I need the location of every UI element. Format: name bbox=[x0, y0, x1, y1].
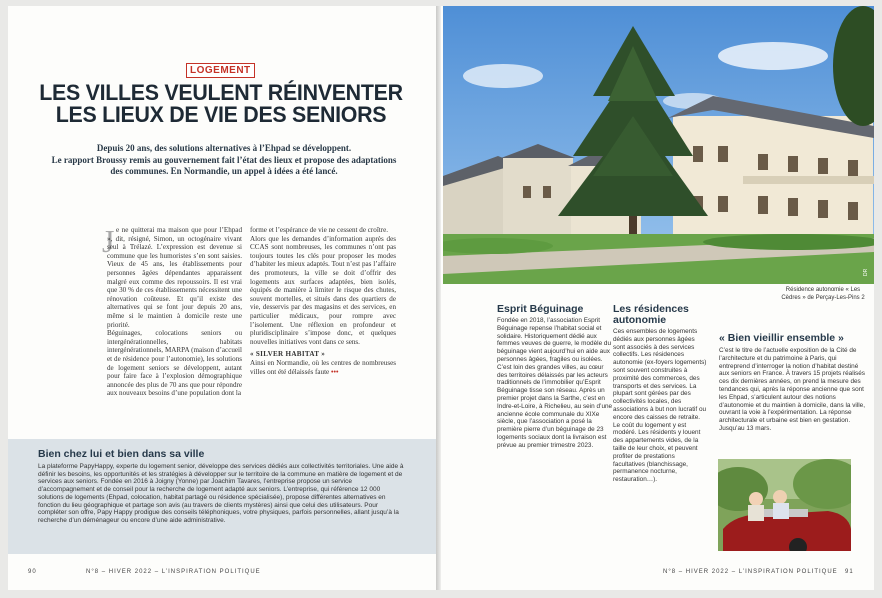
standfirst-line-3: des communes. En Normandie, un appel à idées a été lancé. bbox=[110, 166, 338, 176]
column-title: Esprit Béguinage bbox=[497, 303, 584, 315]
column-residences-autonomie bbox=[613, 304, 708, 484]
sidebar-box-title: Bien chez lui et bien dans sa ville bbox=[38, 448, 205, 460]
photo-caption: Résidence autonomie « Les Cèdres » de Perçay-Les-Pins 2 bbox=[781, 287, 865, 301]
sidebar-box-text: La plateforme PapyHappy, experte du logement senior, développe des services dédiés aux collectivités territoriales. Une aide à définir les besoins, les opportunités et les stratégies à développer sur le territoire de la commune en matière de logement et de services aux seniors. Fondée en 2016 à Joigny (Yonne) par Joachim Tavares, l’entreprise propose un service d’accompagnement et de conseil pour la recherche de logement adapté aux seniors. L’entreprise, qui référence 12 000 solutions de logements (Ehpad, colocation, habitat partagé ou résidence spécialisée), propose différentes alternatives en fonction du lieu géographique et partage son avis (au travers de clients mystères) ainsi que celui des utilisateurs. Pour compléter son offre, Papy Happy prodigue des conseils téléphoniques, votre physiques, parfois personnelles, allant jusqu’à la recherche d’un déménageur ou encore d’une aide administrative. bbox=[38, 463, 404, 524]
sidebar-box bbox=[8, 439, 436, 554]
standfirst-line-2: Le rapport Broussy remis au gouvernement fait l’état des lieux et propose des adaptations bbox=[51, 154, 397, 165]
column-text: C’est le titre de l’actuelle exposition de la Cité de l’architecture et du patrimoine à Paris, qui entreprend d’interroger la notion d’habitat destiné aux seniors en France. À travers 15 projets réalisés ces dix dernières années, on prend la mesure des tendances qui, après la réponse ancienne que sont les Ehpad, s’articulent autour des notions d’autonomie et du maintien à domicile, dans la ville, ouvrant la voie à l’expérimentation. La réponse architecturale et urbaine est bien en gestation. Jusqu’au 13 mars. bbox=[719, 347, 866, 432]
body-paragraph: forme et l’espérance de vie ne cessent de croître. bbox=[250, 226, 389, 234]
right-page bbox=[441, 6, 874, 590]
body-paragraph bbox=[250, 359, 396, 376]
article-headline bbox=[32, 82, 410, 126]
page-number: 91 bbox=[845, 569, 854, 575]
body-column-2 bbox=[250, 226, 396, 376]
issue-footer: N°8 – HIVER 2022 – L’INSPIRATION POLITIQUE bbox=[663, 569, 838, 575]
body-column-1 bbox=[107, 226, 242, 398]
page-number: 90 bbox=[28, 569, 37, 575]
subheading: « SILVER HABITAT » bbox=[250, 350, 326, 359]
headline-line-1: LES VILLES VEULENT RÉINVENTER bbox=[39, 80, 403, 105]
column-title: « Bien vieillir ensemble » bbox=[719, 332, 844, 344]
column-text: Ces ensembles de logements dédiés aux personnes âgées sont associés à des services collectifs. Les résidences autonomie (ex-foyers logements) sont souvent construites à proximité des commerces, des transports et des services. La plupart sont gérées par des collectivités locales, des associations à but non lucratif ou encore des caisses de retraite. Le coût du logement y est modéré. Les résidents y louent des appartements vides, de la taille de leur choix, et peuvent profiter de prestations facultatives (blanchissage, permanence nocturne, restauration…). bbox=[613, 328, 707, 484]
body-paragraph-end: Ainsi en Normandie, où les centres de nombreuses villes ont été délaissés faute bbox=[250, 358, 396, 376]
body-paragraph: Béguinages, colocations seniors ou intergénérationnelles, habitats intergénérationnels, MARPA (maison d’accueil et de résidence pour l’autonomie), les solutions de logement seniors se développent, autant pour faire face à l’explosion démographique annoncée des plus de 70 ans que pour répondre aux nouveaux besoins d’une population dont la bbox=[107, 329, 242, 398]
column-title: Les résidences autonomie bbox=[613, 303, 689, 326]
seniors-car-photo bbox=[718, 459, 851, 551]
body-paragraph: Alors que les demandes d’information auprès des CCAS sont nombreuses, les communes n’ont pas toujours toutes les clés pour proposer les modes d’habiter les mieux adaptés. Tout n’est pas l’affaire des promoteurs, la ville se doit d’offrir des logements aux surfaces adaptées, bien isolés, équipés de manière à limiter le risque des chutes, souvent mortelles, et situés dans des quartiers de vie, desservis par des magasins et des services, en particulier médicaux, pour rompre avec l’isolement. Une réflexion en profondeur et pluridisciplinaire s’impose donc, et quelques nouvelles initiatives vont dans ce sens. bbox=[250, 234, 396, 346]
headline-line-2: LES LIEUX DE VIE DES SENIORS bbox=[55, 102, 387, 127]
column-text: Fondée en 2018, l’association Esprit Béguinage repense l’habitat social et solidaire. Historiquement dédié aux femmes veuves de guerre, le modèle du béguinage vient aujourd’hui en aide aux personnes âgées, fragiles ou isolées. C’est loin des grandes villes, au cœur des territoires délaissés par les acteurs traditionnels de l’immobilier qu’Esprit Béguinage tisse son réseau. Après un premier projet dans la Sarthe, c’est en Indre-et-Loire, à Richelieu, au sein d’une ancienne école communale du XIXe siècle, que l’association a posé la première pierre d’un béguinage de 23 logements sociaux dont la livraison est prévue au premier trimestre 2023. bbox=[497, 317, 613, 449]
left-page bbox=[8, 6, 436, 590]
svg-text:DR: DR bbox=[863, 268, 869, 276]
column-esprit-beguinage bbox=[497, 304, 613, 450]
issue-footer: N°8 – HIVER 2022 – L’INSPIRATION POLITIQUE bbox=[86, 569, 261, 575]
residence-photo bbox=[443, 6, 874, 284]
section-rubric: LOGEMENT bbox=[186, 63, 255, 78]
body-paragraph: e ne quitterai ma maison que pour l’Ehpad », dit, résigné, Simon, un octogénaire vivant seul à Trélazé. L’expression est devenue si commune que les humoristes s’en sont saisies. Vieux de 45 ans, les établissements pour personnes âgées dépendantes apparaissent malgré eux comme des repoussoirs. Il est vrai que 30 % de ces établissements nécessitent une rénovation coûteuse. Et qu’il existe des alternatives qui se font jour depuis 20 ans, même si le maintien à domicile reste une priorité. bbox=[107, 226, 242, 329]
column-bien-vieillir bbox=[719, 333, 865, 433]
article-standfirst bbox=[38, 143, 410, 178]
continued-marker: ••• bbox=[330, 367, 339, 376]
standfirst-line-1: Depuis 20 ans, des solutions alternatives à l’Ehpad se développent. bbox=[96, 143, 352, 153]
drop-cap: J bbox=[102, 223, 115, 259]
